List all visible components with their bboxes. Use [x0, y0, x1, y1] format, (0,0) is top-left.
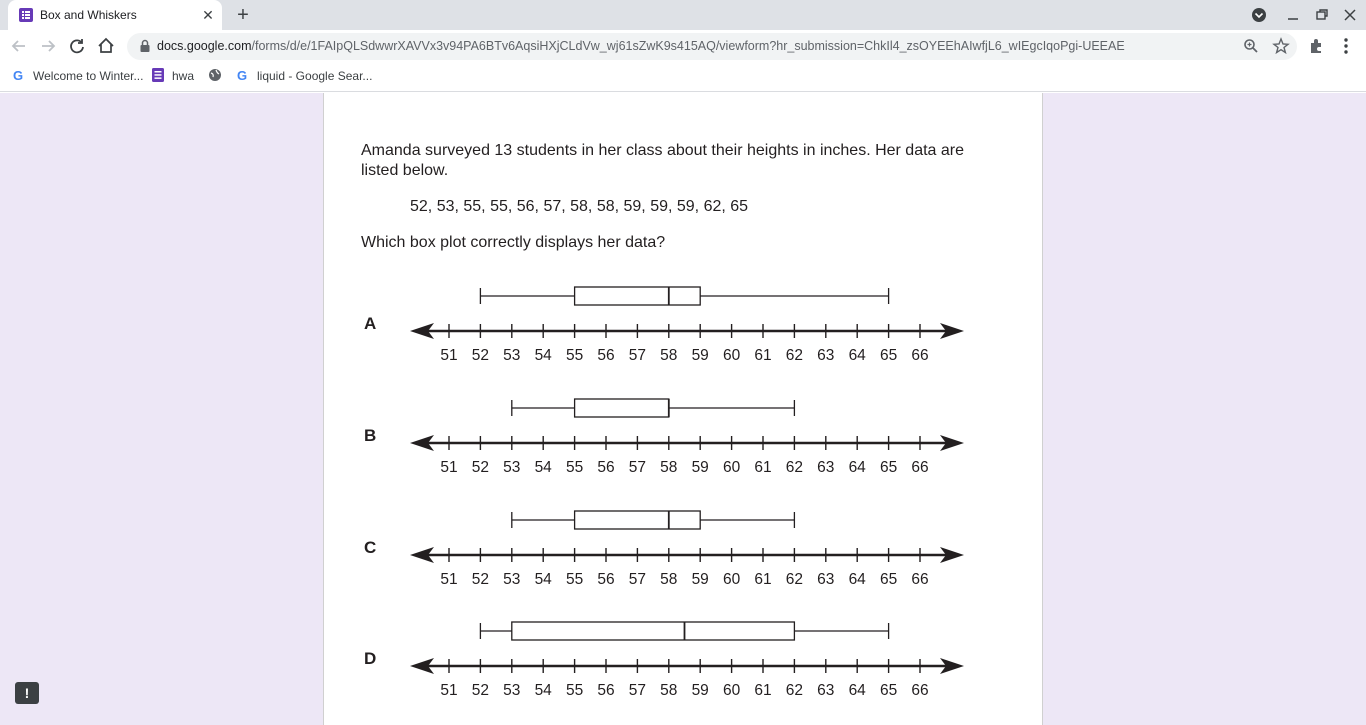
tick-label: 55 [565, 347, 584, 364]
tick-label: 51 [440, 682, 458, 699]
tick-label: 60 [722, 459, 741, 476]
close-window-icon[interactable] [1340, 5, 1360, 25]
tick-label: 54 [534, 571, 552, 588]
option-letter: D [364, 649, 377, 668]
tick-label: 53 [503, 459, 521, 476]
tab-search-icon[interactable] [1249, 5, 1269, 25]
iqr-box [512, 622, 795, 640]
tick-label: 54 [534, 459, 552, 476]
menu-icon[interactable] [1335, 35, 1357, 57]
tab-box-and-whiskers[interactable] [8, 0, 222, 30]
tick-label: 61 [754, 347, 772, 364]
data-list: 52, 53, 55, 55, 56, 57, 58, 58, 59, 59, 59, 62, 65 [410, 198, 749, 215]
restore-icon[interactable] [1312, 5, 1332, 25]
tick-label: 62 [785, 571, 804, 588]
tick-label: 55 [565, 571, 584, 588]
tick-label: 66 [911, 682, 929, 699]
box-plot-options [324, 93, 1044, 725]
browser-chrome [0, 0, 1366, 93]
tick-label: 63 [817, 682, 835, 699]
feedback-icon[interactable]: ! [15, 682, 39, 704]
bookmark-liquid[interactable] [236, 68, 372, 86]
tick-label: 56 [597, 571, 615, 588]
tick-label: 56 [597, 682, 615, 699]
option-letter: A [364, 314, 377, 333]
google-icon [236, 68, 250, 82]
tick-label: 58 [660, 347, 678, 364]
tick-label: 54 [534, 682, 552, 699]
option-letter: C [364, 538, 377, 557]
tick-label: 65 [879, 571, 898, 588]
star-icon[interactable] [1272, 37, 1290, 55]
tick-label: 59 [691, 459, 709, 476]
tick-label: 66 [911, 459, 929, 476]
tick-label: 52 [471, 571, 490, 588]
tick-label: 52 [471, 682, 490, 699]
iqr-box [575, 511, 701, 529]
tick-label: 55 [565, 459, 584, 476]
bookmark-label: liquid - Google Sear... [257, 69, 373, 83]
tick-label: 57 [628, 459, 647, 476]
tick-label: 52 [471, 459, 490, 476]
tab-strip [0, 0, 1366, 30]
tick-label: 62 [785, 459, 804, 476]
tick-label: 55 [565, 682, 584, 699]
tick-label: 59 [691, 571, 709, 588]
question-text: Amanda surveyed 13 students in her class about their heights in inches. Her data are listed below. [361, 142, 965, 179]
tick-label: 66 [911, 571, 929, 588]
tick-label: 56 [597, 347, 615, 364]
tick-label: 51 [440, 347, 458, 364]
tick-label: 66 [911, 347, 929, 364]
reload-icon[interactable] [66, 35, 88, 57]
tab-title: Box and Whiskers [40, 8, 137, 22]
tick-label: 57 [628, 571, 647, 588]
tick-label: 53 [503, 571, 521, 588]
tick-label: 60 [722, 571, 741, 588]
tick-label: 51 [440, 459, 458, 476]
tick-label: 59 [691, 682, 709, 699]
google-forms-icon [151, 68, 165, 82]
option-letter: B [364, 426, 377, 445]
tick-label: 53 [503, 347, 521, 364]
url-host: docs.google.com [157, 39, 252, 53]
tick-label: 54 [534, 347, 552, 364]
tick-label: 52 [471, 347, 490, 364]
tick-label: 61 [754, 571, 772, 588]
minimize-icon[interactable] [1283, 5, 1303, 25]
tick-label: 61 [754, 459, 772, 476]
tick-label: 56 [597, 459, 615, 476]
tick-label: 65 [879, 459, 898, 476]
tick-label: 65 [879, 682, 898, 699]
tick-label: 58 [660, 459, 678, 476]
tick-label: 59 [691, 347, 709, 364]
globe-icon [208, 68, 222, 82]
forward-icon[interactable] [37, 35, 59, 57]
google-icon [12, 68, 26, 82]
extensions-icon[interactable] [1305, 35, 1327, 57]
iqr-box [575, 399, 669, 417]
tick-label: 63 [817, 459, 835, 476]
tick-label: 64 [848, 347, 866, 364]
close-tab-icon[interactable]: ✕ [202, 7, 214, 23]
tick-label: 65 [879, 347, 898, 364]
tick-label: 57 [628, 682, 647, 699]
tick-label: 51 [440, 571, 458, 588]
back-icon[interactable] [8, 35, 30, 57]
bookmark-hwa[interactable] [151, 68, 194, 86]
tick-label: 58 [660, 682, 678, 699]
bookmark-welcome[interactable] [12, 68, 143, 86]
question-prompt: Which box plot correctly displays her data? [361, 234, 666, 251]
tick-label: 60 [722, 682, 741, 699]
toolbar [0, 30, 1366, 62]
zoom-icon[interactable] [1242, 37, 1260, 55]
new-tab-button[interactable]: + [237, 4, 249, 26]
iqr-box [575, 287, 701, 305]
bookmark-label: hwa [172, 69, 195, 83]
tick-label: 63 [817, 571, 835, 588]
tick-label: 61 [754, 682, 772, 699]
bookmarks-bar [0, 62, 1366, 92]
tick-label: 62 [785, 347, 804, 364]
home-icon[interactable] [95, 35, 117, 57]
svg-text:G: G [13, 68, 24, 82]
google-forms-icon [18, 7, 34, 23]
bookmark-globe[interactable] [208, 68, 229, 86]
svg-text:G: G [237, 68, 248, 82]
tick-label: 64 [848, 459, 866, 476]
tick-label: 58 [660, 571, 678, 588]
tick-label: 64 [848, 682, 866, 699]
tick-label: 57 [628, 347, 647, 364]
url-text[interactable] [157, 39, 1125, 53]
question-card [323, 93, 1043, 725]
tick-label: 60 [722, 347, 741, 364]
address-bar[interactable] [127, 33, 1297, 60]
tick-label: 63 [817, 347, 835, 364]
tick-label: 64 [848, 571, 866, 588]
url-path: /forms/d/e/1FAIpQLSdwwrXAVVx3v94PA6BTv6AqsiHXjCLdVw_wj61sZwK9s415AQ/viewform?hr_submission=ChkIl4_zsOYEEhAIwfjL6_wIEgcIqoPgi-UEEAE [251, 39, 1125, 53]
bookmark-label: Welcome to Winter... [33, 69, 144, 83]
lock-icon[interactable] [138, 39, 152, 53]
tick-label: 62 [785, 682, 804, 699]
tick-label: 53 [503, 682, 521, 699]
